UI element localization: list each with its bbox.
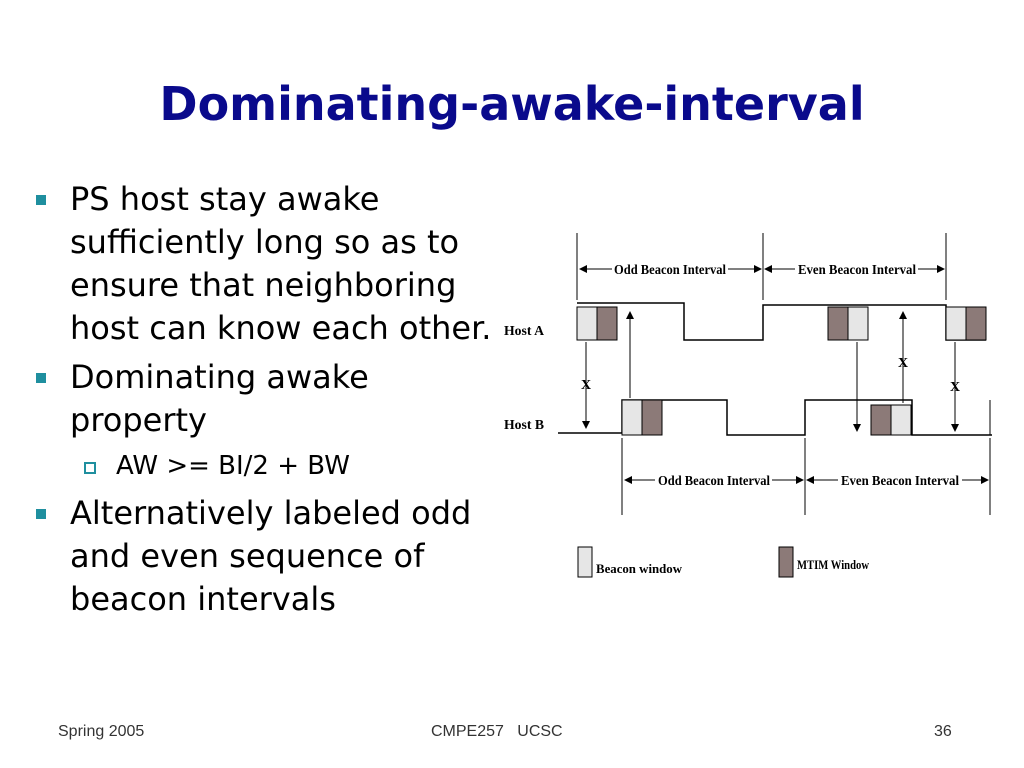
bullet-list [32,178,502,627]
legend-beacon-swatch [578,547,592,577]
host-b-odd-interval-label: Odd Beacon Interval [658,474,771,489]
beacon-window [622,400,642,435]
beacon-window [891,405,911,435]
legend-atim-swatch [779,547,793,577]
legend-atim-label: MTIM Window [797,557,870,572]
collision-cross: X [949,380,961,395]
atim-window [871,405,891,435]
sub-bullet-item [32,448,502,484]
footer-course: CMPE257 UCSC [431,723,563,740]
host-a-label: Host A [504,324,545,339]
slide-title: Dominating-awake-interval [159,77,865,131]
collision-cross: X [897,356,909,371]
beacon-interval-diagram [500,225,1000,590]
sub-bullet-text: AW >= BI/2 + BW [116,451,350,481]
bullet-item [32,356,502,442]
host-a-timeline [577,303,986,340]
beacon-window [946,307,966,340]
collision-cross: X [580,378,592,393]
atim-window [642,400,662,435]
footer-date: Spring 2005 [58,723,145,740]
legend-beacon-label: Beacon window [596,561,683,576]
atim-window [966,307,986,340]
footer-page-number: 36 [934,723,952,740]
host-a-even-interval-label: Even Beacon Interval [798,263,917,278]
atim-window [597,307,617,340]
host-b-even-interval-label: Even Beacon Interval [841,474,960,489]
host-b-label: Host B [504,418,544,433]
atim-window [828,307,848,340]
bullet-text: PS host stay awake sufficiently long so as to ensure that neighboring host can know each other. [70,180,492,347]
square-bullet-icon [36,195,46,205]
square-bullet-icon [36,509,46,519]
bullet-text: Alternatively labeled odd and even sequence of beacon intervals [70,494,472,618]
beacon-window [577,307,597,340]
square-bullet-icon [36,373,46,383]
beacon-window [848,307,868,340]
bullet-item [32,492,502,621]
host-a-odd-interval-label: Odd Beacon Interval [614,263,727,278]
hollow-square-bullet-icon [84,462,96,474]
bullet-text: Dominating awake property [70,358,369,439]
bullet-item [32,178,502,350]
